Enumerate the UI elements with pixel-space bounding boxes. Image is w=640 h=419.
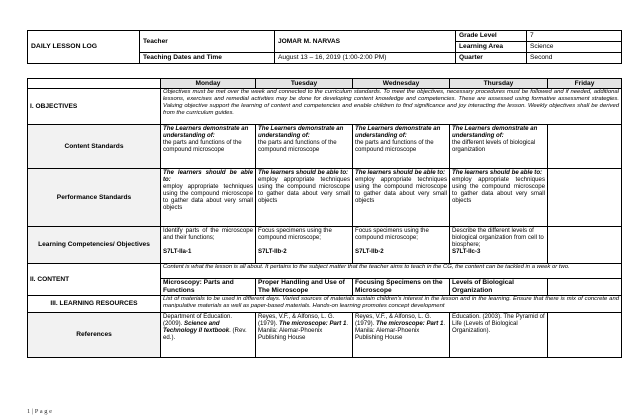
days-row [28, 79, 622, 89]
content-row [28, 264, 622, 279]
ref-pre: Education. (2003). The Pyramid of Life (Levels of Biological Organization). [452, 313, 545, 335]
ps-thursday [450, 169, 548, 227]
lc-code: S7LT-IIb-2 [355, 248, 384, 256]
header-table [27, 30, 622, 64]
grade-value: 7 [527, 31, 622, 42]
page-footer: 1 | P a g e [27, 408, 53, 415]
cs-monday [161, 125, 256, 169]
content-tuesday: Proper Handling and Use of The Microscope [256, 279, 353, 296]
log-title: DAILY LESSON LOG [28, 31, 140, 64]
lc-text: Identify parts of the microscope and their functions; [163, 227, 253, 242]
ref-friday [548, 313, 622, 358]
dates-value: August 13 – 16, 2019 (1:00-2:00 PM) [275, 53, 456, 64]
ps-monday [161, 169, 256, 227]
ps-intro: The learners should be able to: [355, 169, 446, 176]
lc-text: Describe the different levels of biological organization from cell to biosphere; [452, 227, 544, 249]
cs-intro: The Learners demonstrate an understanding of: [258, 125, 344, 140]
ps-text: employ appropriate techniques using the compound microscope to gather data about very small objects [355, 176, 447, 205]
content-note: Content is what the lesson is all about. It pertains to the subject matter that the teacher aims to teach in the CG, the content can be tackled in a week or two. [161, 264, 622, 279]
ref-pre: Reyes, V.F., & Alfonso, L. G. (1979). [258, 313, 335, 328]
cs-text: the parts and functions of the compound microscope [355, 139, 434, 154]
quarter-value: Second [527, 53, 622, 64]
competencies-row [28, 227, 622, 264]
lc-code: S7LT-IIb-2 [258, 248, 287, 256]
lc-tuesday [256, 227, 353, 264]
day-wednesday: Wednesday [353, 79, 450, 89]
ps-tuesday [256, 169, 353, 227]
day-thursday: Thursday [450, 79, 548, 89]
ps-text: employ appropriate techniques using the compound microscope to gather data about very small objects [163, 183, 253, 212]
content-standards-label: Content Standards [28, 125, 161, 169]
cs-thursday [450, 125, 548, 169]
ref-monday [161, 313, 256, 358]
lesson-grid [27, 78, 622, 358]
ps-intro: The learners should be able to: [452, 169, 543, 176]
ref-thursday [450, 313, 548, 358]
cs-wednesday [353, 125, 450, 169]
cs-intro: The Learners demonstrate an understanding of: [452, 125, 538, 140]
lc-code: S7LT-IIc-3 [452, 248, 481, 256]
references-label: References [28, 313, 161, 358]
performance-standards-row [28, 169, 622, 227]
ref-pre: Reyes, V.F., & Alfonso, L. G. (1979). [355, 313, 432, 328]
competencies-label: Learning Competencies/ Objectives [28, 227, 161, 264]
ref-wednesday [353, 313, 450, 358]
lc-monday [161, 227, 256, 264]
cs-text: the different levels of biological organization [452, 139, 536, 154]
resources-note: List of materials to be used in different days. Varied sources of materials sustain children's interest in the lesson and in the learning. Ensure that there is mix of concrete and manipulative materials as well as paper-based materials. Hands-on learning promotes concept development [161, 296, 622, 313]
cs-friday [548, 125, 622, 169]
ps-wednesday [353, 169, 450, 227]
objectives-label: I. OBJECTIVES [28, 89, 161, 125]
ps-text: employ appropriate techniques using the compound microscope to gather data about very small objects [452, 176, 545, 205]
day-friday: Friday [548, 79, 622, 89]
cs-intro: The Learners demonstrate an understanding of: [163, 125, 249, 140]
content-wednesday: Focusing Specimens on the Microscope [353, 279, 450, 296]
teacher-name: JOMAR M. NARVAS [275, 31, 456, 53]
resources-row [28, 296, 622, 313]
ps-text: employ appropriate techniques using the compound microscope to gather data about very small objects [258, 176, 350, 205]
content-thursday: Levels of Biological Organization [450, 279, 548, 296]
lc-wednesday [353, 227, 450, 264]
dates-label: Teaching Dates and Time [140, 53, 275, 64]
content-monday: Microscopy: Parts and Functions [161, 279, 256, 296]
ref-post: . Manila: Alemar-Phoenix Publishing House [258, 320, 349, 342]
ps-intro: The learners should be able to: [163, 169, 253, 184]
cs-text: the parts and functions of the compound microscope [163, 139, 242, 154]
ref-tuesday [256, 313, 353, 358]
cs-text: the parts and functions of the compound microscope [258, 139, 337, 154]
content-standards-row [28, 125, 622, 169]
cs-tuesday [256, 125, 353, 169]
ref-pre: Department of Education. (2009). [163, 313, 233, 328]
objectives-row [28, 89, 622, 125]
area-label: Learning Area [456, 42, 527, 53]
ref-title: The microscope: Part 1 [279, 320, 347, 328]
lc-friday [548, 227, 622, 264]
ref-post: . Manila: Alemar-Phoenix Publishing House [355, 320, 446, 342]
ps-friday [548, 169, 622, 227]
ref-post: . (Rev. ed.). [163, 327, 247, 342]
content-friday [548, 279, 622, 296]
ref-title: The microscope: Part 1 [376, 320, 444, 328]
lc-code: S7LT-IIa-1 [163, 248, 192, 256]
teacher-label: Teacher [140, 31, 275, 53]
objectives-note: Objectives must be met over the week and connected to the curriculum standards. To meet the objectives, necessary procedures must be followed and if needed, additional lessons, exercises and remedial activities may be done for developing content knowledge and competencies. These are assessed using formative assessment strategies. Valuing objective support the learning of content and competencies and enable children to find significance and joy interacting the lesson. Weekly objectives shall be derived from the curriculum guides. [161, 89, 622, 125]
quarter-label: Quarter [456, 53, 527, 64]
lc-thursday [450, 227, 548, 264]
resources-label: III. LEARNING RESOURCES [28, 296, 161, 313]
day-monday: Monday [161, 79, 256, 89]
content-label: II. CONTENT [28, 264, 161, 296]
lc-text: Focus specimens using the compound microscope; [355, 227, 429, 242]
area-value: Science [527, 42, 622, 53]
cs-intro: The Learners demonstrate an understanding of: [355, 125, 441, 140]
references-row [28, 313, 622, 358]
lc-text: Focus specimens using the compound microscope; [258, 227, 332, 242]
performance-standards-label: Performance Standards [28, 169, 161, 227]
grade-label: Grade Level [456, 31, 527, 42]
ps-intro: The learners should be able to: [258, 169, 349, 176]
day-tuesday: Tuesday [256, 79, 353, 89]
ref-title: Science and Technology II textbook [163, 320, 230, 335]
